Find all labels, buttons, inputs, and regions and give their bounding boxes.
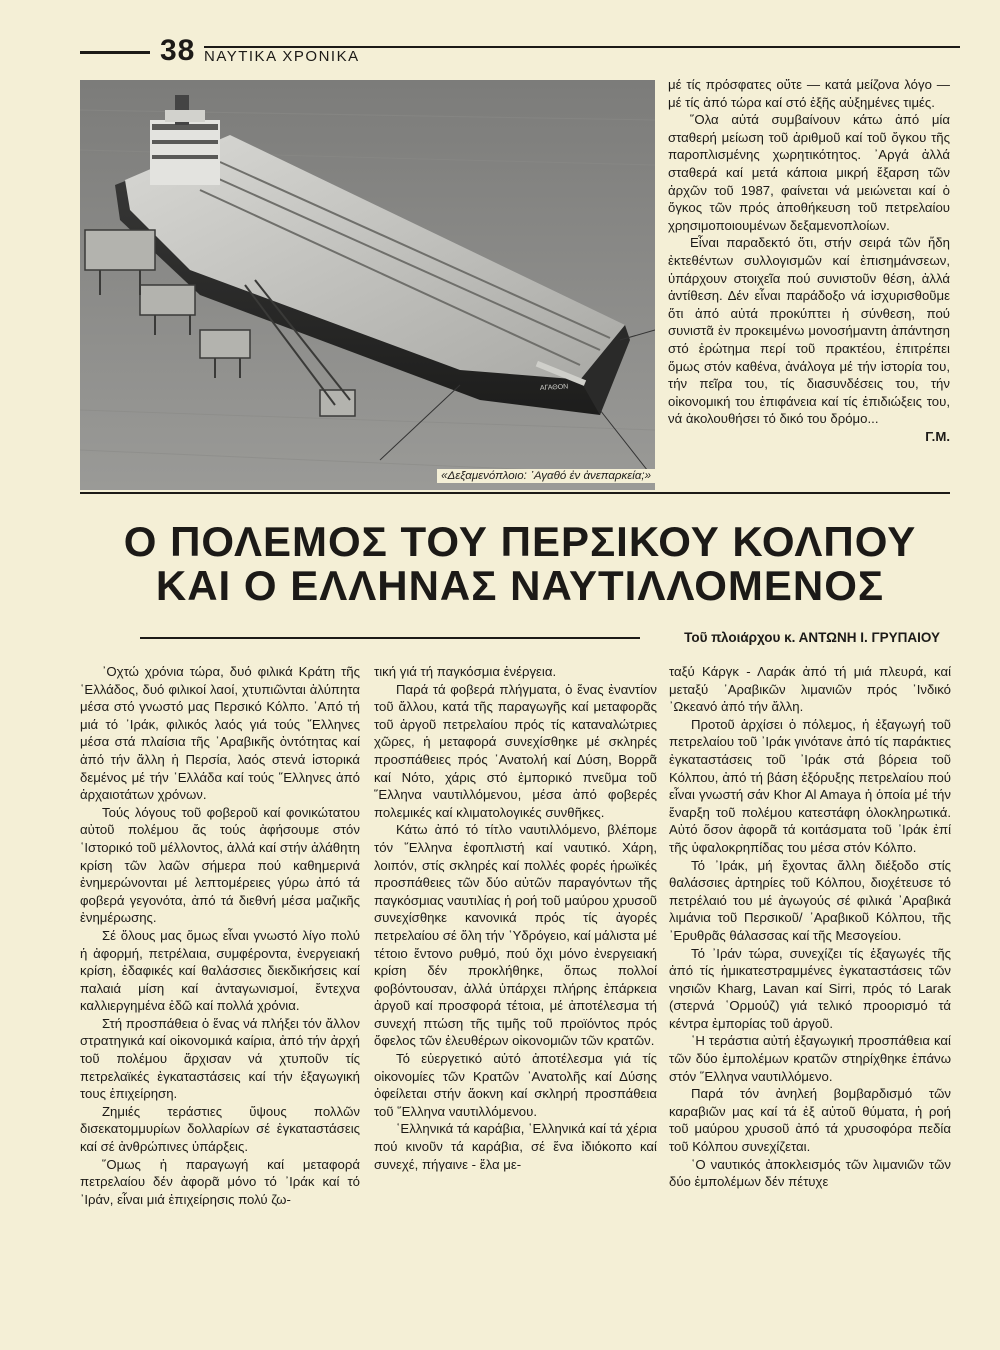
col2-paragraph: τική γιά τή παγκόσμια ἐνέργεια.	[374, 664, 557, 679]
top-signature-row	[668, 428, 950, 446]
col2-paragraph: ῾Ελληνικά τά καράβια, ῾Ελληνικά καί τά χέρια πού κινοῦν τά καράβια, σέ ἕνα ἰδιόκοπο καί συνεχέ, πήγαινε - ἔλα με-	[374, 1121, 657, 1172]
section-divider	[80, 492, 950, 494]
byline	[140, 630, 940, 650]
col3-paragraph: Τό ᾽Ιράκ, μή ἔχοντας ἄλλη διέξοδο στίς θαλάσσιες ἀρτηρίες τοῦ Κόλπου, διοχέτευσε τό πετρέλαιό του μέ ἀγωγούς σέ φιλικά ᾽Αραβικά λιμάνια τοῦ Περσικοῦ/ ᾽Αραβικοῦ Κόλπου, τῆς ᾽Ερυθρᾶς θάλασσας καί τῆς Μεσογείου.	[669, 857, 951, 943]
top-column	[668, 76, 950, 445]
hull-name-text: ΑΓΑΘΟΝ	[539, 383, 569, 392]
article-title	[80, 520, 960, 608]
top-paragraph-2: ῞Ολα αὐτά συμβαίνουν κάτω ἀπό μία σταθερή μείωση τοῦ ἀριθμοῦ καί τοῦ ὄγκου τῆς παροπλισμένης χωρητικότητος. ᾽Αργά ἀλλά σταθερά καί μετά κάποια μικρή ἔξαρση τῶν ἀρχῶν τοῦ 1987, φαίνεται νά μειώνεται καί ὁ ὄγκος τῶν πρός ἀποθήκευση τοῦ πετρελαίου χρησιμοποιουμένων δεξαμενοπλοίων.	[668, 112, 950, 233]
col3-paragraph: ῾Η τεράστια αὐτή ἐξαγωγική προσπάθεια καί τῶν δύο ἐμπολέμων κρατῶν στηρίχθηκε ἐπάνω στόν ῞Ελληνα ναυτιλλόμενο.	[669, 1033, 951, 1084]
header-rule-left	[80, 51, 150, 54]
col3-paragraph: Παρά τόν ἀνηλεή βομβαρδισμό τῶν καραβιῶν μας καί τά ἐξ αὐτοῦ θύματα, ἡ ροή τοῦ μαύρου χρυσοῦ ἀπό τά χρυσοφόρα πεδία τοῦ Κόλπου συνεχίζεται.	[669, 1086, 951, 1155]
article-column-2	[374, 663, 657, 1173]
page-number: 38	[160, 34, 196, 67]
col1-paragraph: Σέ ὅλους μας ὅμως εἶναι γνωστό λίγο πολύ ἡ ἀφορμή, πετρέλαια, συμφέροντα, ἐνεργειακή κρίση, ἐδαφικές καί θαλάσσιες διεκδικήσεις καί παλαιά μίση καί ἀνταγωνισμοί, ἔντεχνα καλλιεργημένα ἐδῶ καί πολλά χρόνια.	[80, 927, 360, 1014]
article-title-line-1: Ο ΠΟΛΕΜΟΣ ΤΟΥ ΠΕΡΣΙΚΟΥ ΚΟΛΠΟΥ	[123, 518, 917, 565]
col2-paragraph: Κάτω ἀπό τό τίτλο ναυτιλλόμενο, βλέπομε τόν ῞Ελληνα ἐφοπλιστή καί ναυτικό. Χάρη, λοιπόν, στίς σκληρές καί πολλές φορές ἡρωϊκές προσπάθειες τῶν δύο αὐτῶν παραγόντων τῆς παγκόσμιας ναυτιλίας ἡ ροή τοῦ μαύρου χρυσοῦ συνεχίσθηκε κανονικά πρός τίς ἀγορές πετρελαίου σέ ὅλη τήν ῾Υδρόγειο, καί μάλιστα μέ τέτοιο ἔντονο ρυθμό, πού ὄχι μόνο ἐνεργειακή κρίση δέν προκλήθηκε, ὅπως πολλοί φοβόντουσαν, ἀλλά ὑπάρχει πλήρης ἐπάρκεια ἀργοῦ καί προσφορά τέτοια, μέ ἀποτέλεσμα τή συνεχή πτώση τῆς τιμῆς τοῦ προϊόντος πρός ὄφελος τῶν ἐλευθέρων οἰκονομιῶν τῶν κρατῶν.	[374, 822, 657, 1049]
col1-paragraph: Ζημιές τεράστιες ὕψους πολλῶν δισεκατομμυρίων δολλαρίων σέ ἐγκαταστάσεις καί σέ ἀνθρώπινες ὑπάρξεις.	[80, 1103, 360, 1155]
photo-caption	[360, 470, 655, 482]
signature: Γ.Μ.	[925, 428, 950, 444]
col3-paragraph: Τό ᾽Ιράν τώρα, συνεχίζει τίς ἐξαγωγές τῆς ἀπό τίς ἡμικατεστραμμένες ἐγκαταστάσεις τῶν νησιῶν Kharg, Lavan καί Sirri, πρός τό Larak (στερνά ῾Ορμούζ) γιά τελικό προορισμό τά κέντρα ἐμπορίας τοῦ ἀργοῦ.	[669, 945, 951, 1031]
magazine-name: ΝΑΥΤΙΚΑ ΧΡΟΝΙΚΑ	[204, 48, 360, 65]
tanker-illustration	[80, 80, 655, 490]
col1-paragraph: Τούς λόγους τοῦ φοβεροῦ καί φονικώτατου αὐτοῦ πολέμου ἄς τούς ἀφήσουμε στόν ῾Ιστορικό τοῦ μέλλοντος, ἀλλά καί στήν ἀλάθητη κρίση τῶν λαῶν σήμερα πού καθημερινά ἐνημερώνονται μέ λεπτομέρειες γύρω ἀπό τά φοβερά γεγονότα, ἀπό τά διεθνή μέσα μαζικῆς ἐνημέρωσης.	[80, 804, 360, 926]
page-header	[80, 34, 960, 68]
top-paragraph-1: μέ τίς πρόσφατες οὔτε — κατά μείζονα λόγο — μέ τίς ἀπό τώρα καί στό ἑξῆς αὐξημένες τιμές.	[668, 77, 950, 110]
article-column-1	[80, 663, 360, 1208]
tanker-photo	[80, 80, 655, 490]
col3-paragraph: ταξύ Κάργκ - Λαράκ ἀπό τή μιά πλευρά, καί μεταξύ ᾽Αραβικῶν λιμανιῶν πρός ᾽Ινδικό ᾽Ωκεανό ἀπό τήν ἄλλη.	[669, 664, 951, 715]
col3-paragraph: ῾Ο ναυτικός ἀποκλεισμός τῶν λιμανιῶν τῶν δύο ἐμπολέμων δέν πέτυχε	[669, 1156, 951, 1190]
col1-paragraph: Στή προσπάθεια ὁ ἕνας νά πλήξει τόν ἄλλον στρατηγικά καί οἰκονομικά καίρια, ἀπό τήν ἀρχή τοῦ πολέμου ἄρχισαν νά χτυποῦν τίς πετρελαϊκές ἐγκαταστάσεις καί τήν ἐξαγωγική τους ἐπιχείρηση.	[80, 1015, 360, 1102]
col1-paragraph: ῞Ομως ἡ παραγωγή καί μεταφορά πετρελαίου δέν ἀφορᾶ μόνο τό ᾽Ιράκ καί τό ᾽Ιράν, εἶναι μιά ἐπιχείρησις πολύ ζω-	[80, 1156, 360, 1207]
top-paragraph-3: Εἶναι παραδεκτό ὅτι, στήν σειρά τῶν ἤδη ἐκτεθέντων συλλογισμῶν καί ἐπισημάνσεων, ὑπάρχουν στοιχεῖα πού συνιστοῦν θέση, ἀλλά ἀντίθεση. Δέν εἶναι παράδοξο νά ἰσχυρισθοῦμε ὅτι ἀπό αὐτά προκύπτει ἡ σύνθεση, πού συνιστᾶ ἐν προκειμένω μονοσήμαντη ἀπάντηση στό ἐρώτημα περί τοῦ πρακτέου, ἐπιτρέπει ὅμως στόν καθένα, ἀνάλογα μέ τήν ἱστορία του, τήν πεῖρα του, τίς διασυνδέσεις του, τήν οἰκονομική του ἐπιφάνεια καί τίς ἐπιδιώξεις του, νά ἀκολουθήσει τό δικό του δρόμο...	[668, 235, 950, 427]
col2-paragraph: Παρά τά φοβερά πλήγματα, ὁ ἕνας ἐναντίον τοῦ ἄλλου, κατά τῆς παραγωγῆς καί μεταφορᾶς τοῦ ἀργοῦ πετρελαίου πρός τίς καταναλώτριες χῶρες, ἡ μεταφορά συνεχίσθηκε μέ σκληρές προσπάθειες πρός ᾽Ανατολή καί Δύση, Βορρᾶ καί Νότο, χάρις στό ἐμπορικό πνεῦμα τοῦ ῞Ελληνα ναυτιλλόμενου, μέσα ἀπό φοβερές πολεμικές καί κλιματολογικές συνθῆκες.	[374, 681, 657, 820]
byline-rule	[140, 637, 640, 639]
article-title-line-2: ΚΑΙ Ο ΕΛΛΗΝΑΣ ΝΑΥΤΙΛΛΟΜΕΝΟΣ	[155, 562, 885, 609]
col2-paragraph: Τό εὐεργετικό αὐτό ἀποτέλεσμα γιά τίς οἰκονομίες τῶν Κρατῶν ᾽Ανατολῆς καί Δύσης ὀφείλεται στήν ἄοκνη καί σκληρή προσπάθεια τοῦ ῞Ελληνα ναυτιλλόμενου.	[374, 1051, 657, 1119]
col3-paragraph: Προτοῦ ἀρχίσει ὁ πόλεμος, ἡ ἐξαγωγή τοῦ πετρελαίου τοῦ ᾽Ιράκ γινότανε ἀπό τίς παράκτιες ἐγκαταστάσεις τοῦ ᾽Ιράκ στά βόρεια τοῦ Κόλπου, ἀπό τή βάση ἐξόρυξης πετρελαίου πού εἶναι γνωστή σάν Khor Al Amaya ἡ ὁποία μέ τήν ἔναρξη τοῦ πολέμου κατεστάφη ὁλοκληρωτικά. Αὐτό ὅσον ἀφορᾶ τά κοιτάσματα τοῦ ᾽Ιράκ ἐπί τῆς ὑφαλοκρηπίδας του μέσα στόν Κόλπο.	[669, 716, 951, 855]
photo-caption-text: «Δεξαμενόπλοιο: ᾽Αγαθό ἐν ἀνεπαρκεία;»	[437, 469, 655, 483]
article-author: Τοῦ πλοιάρχου κ. ΑΝΤΩΝΗ Ι. ΓΡΥΠΑΙΟΥ	[684, 630, 940, 645]
article-column-3	[669, 663, 951, 1191]
col1-paragraph: ᾽Οχτώ χρόνια τώρα, δυό φιλικά Κράτη τῆς ῾Ελλάδος, δυό φιλικοί λαοί, χτυπιῶνται ἀλύπητα μέσα στό γνωστό μας Περσικό Κόλπο. ᾽Από τή μιά τό ᾽Ιράκ, φιλικός λαός γιά τούς ῞Ελληνες μέσα στά πλαίσια τῆς ᾽Αραβικῆς ὀντότητας καί ἀπό τήν ἄλλη ἡ Περσία, λαός στενά ἱστορικά δεμένος μέ τήν ῾Ελλάδα καί τούς ῞Ελληνες ἀπό ἀρχαιοτάτων χρόνων.	[80, 664, 360, 803]
